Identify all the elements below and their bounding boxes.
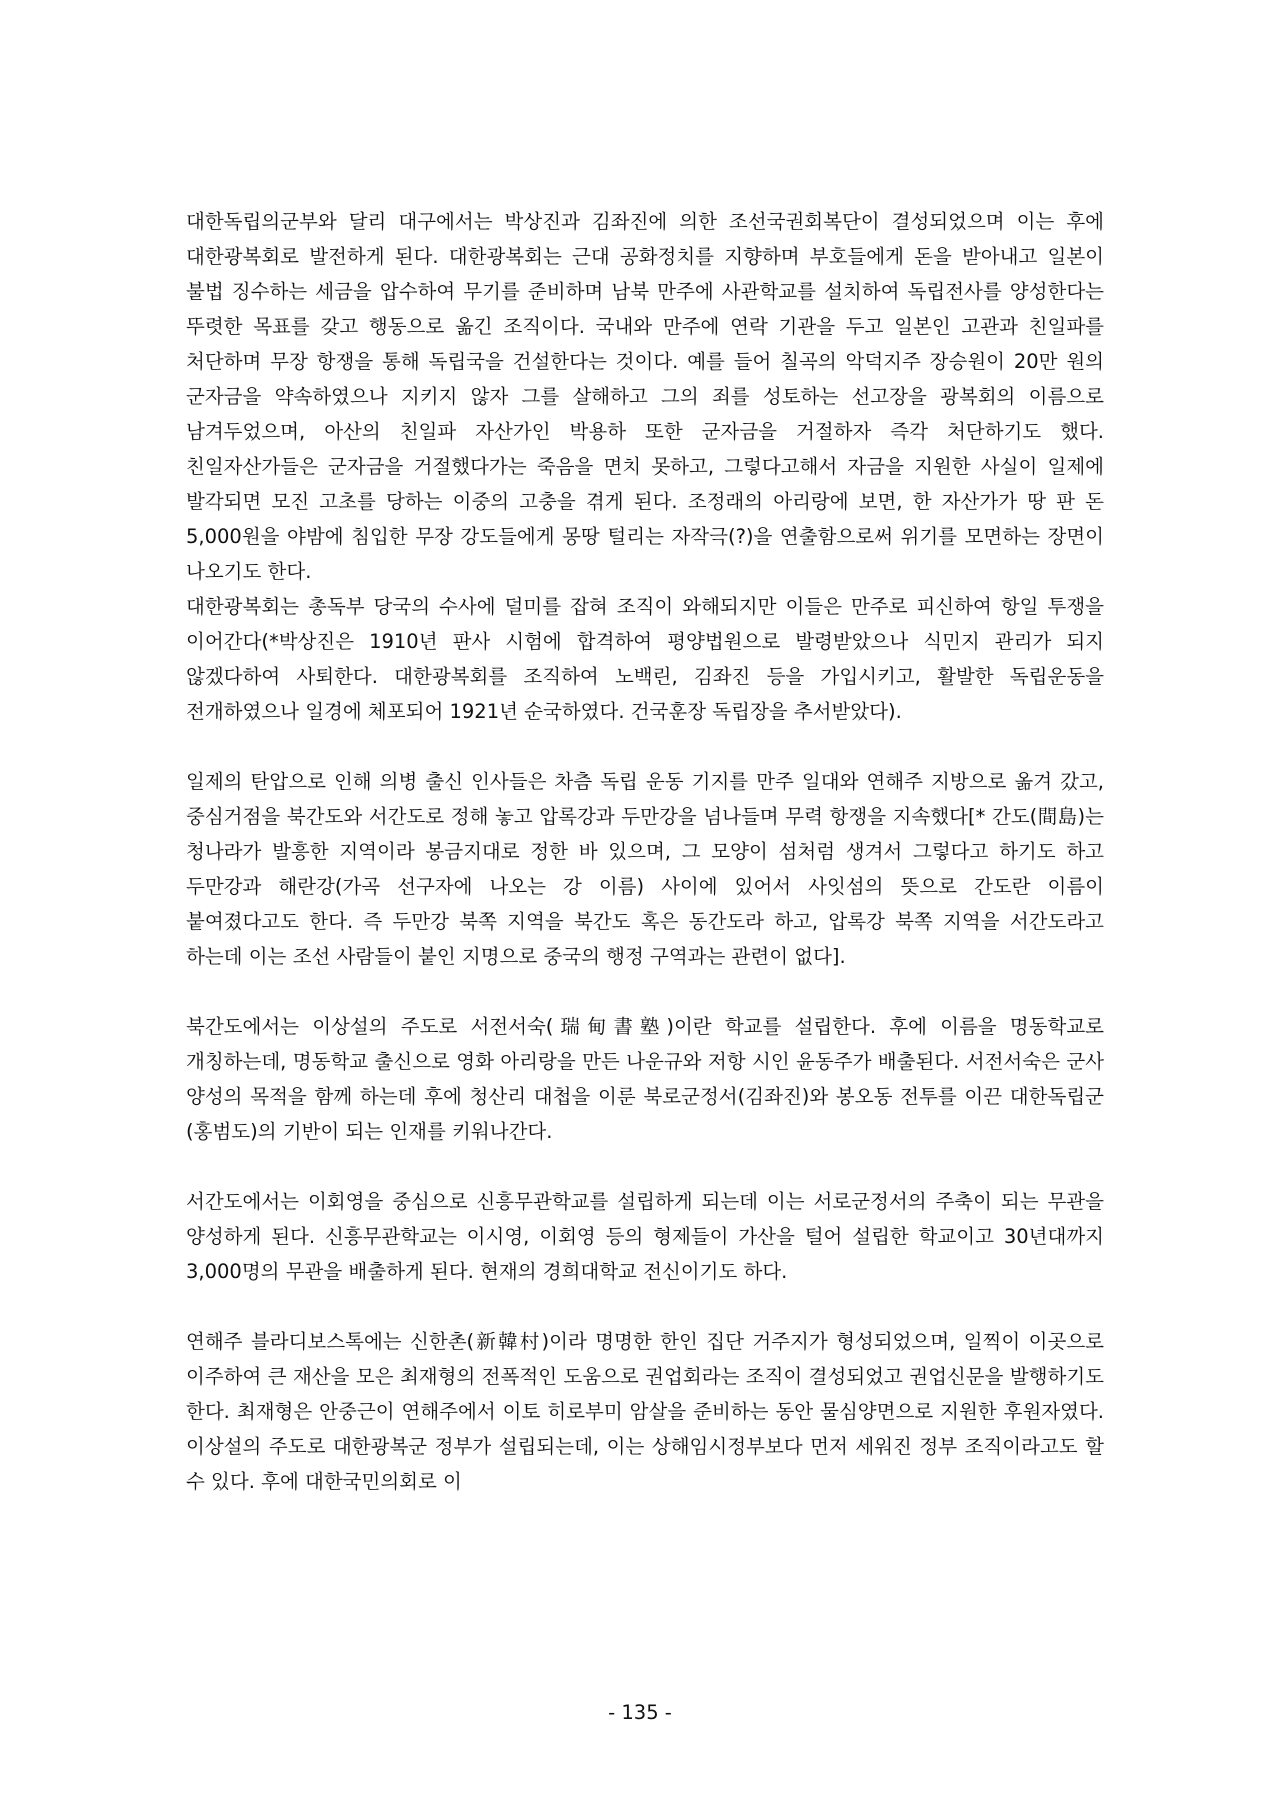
paragraph-bukgando: 북간도에서는 이상설의 주도로 서전서숙(瑞甸書塾)이란 학교를 설립한다. 후에 이름을 명동학교로 개칭하는데, 명동학교 출신으로 영화 아리랑을 만든 나운규와 저항 시인 윤동주가 배출된다. 서전서숙은 군사 양성의 목적을 함께 하는데 후에 청산리 대첩을 이룬 북로군정서(김좌진)와 봉오동 전투를 이끈 대한독립군(홍범도)의 기반이 되는 인재를 키워나간다. <box>186 1015 1104 1143</box>
paragraph-gwangbokhoe-collapse: 대한광복회는 총독부 당국의 수사에 덜미를 잡혀 조직이 와해되지만 이들은 만주로 피신하여 항일 투쟁을 이어간다(*박상진은 1910년 판사 시험에 합격하여 평양법원으로 발령받았으나 식민지 관리가 되지 않겠다하여 사퇴한다. 대한광복회를 조직하여 노백린, 김좌진 등을 가입시키고, 활발한 독립운동을 전개하였으나 일경에 체포되어 1921년 순국하였다. 건국훈장 독립장을 추서받았다). <box>186 595 1104 723</box>
paragraph-spacer <box>186 729 1104 764</box>
page-body <box>186 204 1104 1499</box>
paragraph-daehan-gwangbokhoe: 대한독립의군부와 달리 대구에서는 박상진과 김좌진에 의한 조선국권회복단이 결성되었으며 이는 후에 대한광복회로 발전하게 된다. 대한광복회는 근대 공화정치를 지향하며 부호들에게 돈을 받아내고 일본이 불법 징수하는 세금을 압수하여 무기를 준비하며 남북 만주에 사관학교를 설치하여 독립전사를 양성한다는 뚜렷한 목표를 갖고 행동으로 옮긴 조직이다. 국내와 만주에 연락 기관을 두고 일본인 고관과 친일파를 처단하며 무장 항쟁을 통해 독립국을 건설한다는 것이다. 예를 들어 칠곡의 악덕지주 장승원이 20만 원의 군자금을 약속하였으나 지키지 않자 그를 살해하고 그의 죄를 성토하는 선고장을 광복회의 이름으로 남겨두었으며, 아산의 친일파 자산가인 박용하 또한 군자금을 거절하자 즉각 처단하기도 했다. 친일자산가들은 군자금을 거절했다가는 죽음을 면치 못하고, 그렇다고해서 자금을 지원한 사실이 일제에 발각되면 모진 고초를 당하는 이중의 고충을 겪게 된다. 조정래의 아리랑에 보면, 한 자산가가 땅 판 돈 5,000원을 야밤에 침입한 무장 강도들에게 몽땅 털리는 자작극(?)을 연출함으로써 위기를 모면하는 장면이 나오기도 한다. <box>186 210 1104 583</box>
paragraph-gando-bases: 일제의 탄압으로 인해 의병 출신 인사들은 차츰 독립 운동 기지를 만주 일대와 연해주 지방으로 옮겨 갔고, 중심거점을 북간도와 서간도로 정해 놓고 압록강과 두만강을 넘나들며 무력 항쟁을 지속했다[* 간도(間島)는 청나라가 발흥한 지역이라 봉금지대로 정한 바 있으며, 그 모양이 섬처럼 생겨서 그렇다고 하기도 하고 두만강과 해란강(가곡 선구자에 나오는 강 이름) 사이에 있어서 사잇섬의 뜻으로 간도란 이름이 붙여졌다고도 한다. 즉 두만강 북쪽 지역을 북간도 혹은 동간도라 하고, 압록강 북쪽 지역을 서간도라고 하는데 이는 조선 사람들이 붙인 지명으로 중국의 행정 구역과는 관련이 없다]. <box>186 770 1104 968</box>
paragraph-yeonhaeju: 연해주 블라디보스톡에는 신한촌(新韓村)이라 명명한 한인 집단 거주지가 형성되었으며, 일찍이 이곳으로 이주하여 큰 재산을 모은 최재형의 전폭적인 도움으로 권업회라는 조직이 결성되었고 권업신문을 발행하기도 한다. 최재형은 안중근이 연해주에서 이토 히로부미 암살을 준비하는 동안 물심양면으로 지원한 후원자였다. 이상설의 주도로 대한광복군 정부가 설립되는데, 이는 상해임시정부보다 먼저 세워진 정부 조직이라고도 할 수 있다. 후에 대한국민의회로 이 <box>186 1330 1104 1493</box>
paragraph-seogando: 서간도에서는 이회영을 중심으로 신흥무관학교를 설립하게 되는데 이는 서로군정서의 주축이 되는 무관을 양성하게 된다. 신흥무관학교는 이시영, 이회영 등의 형제들이 가산을 털어 설립한 학교이고 30년대까지 3,000명의 무관을 배출하게 된다. 현재의 경희대학교 전신이기도 하다. <box>186 1190 1104 1283</box>
page-number: - 135 - <box>608 1701 672 1724</box>
paragraph-spacer <box>186 974 1104 1009</box>
paragraph-spacer <box>186 1149 1104 1184</box>
paragraph-spacer <box>186 1289 1104 1324</box>
